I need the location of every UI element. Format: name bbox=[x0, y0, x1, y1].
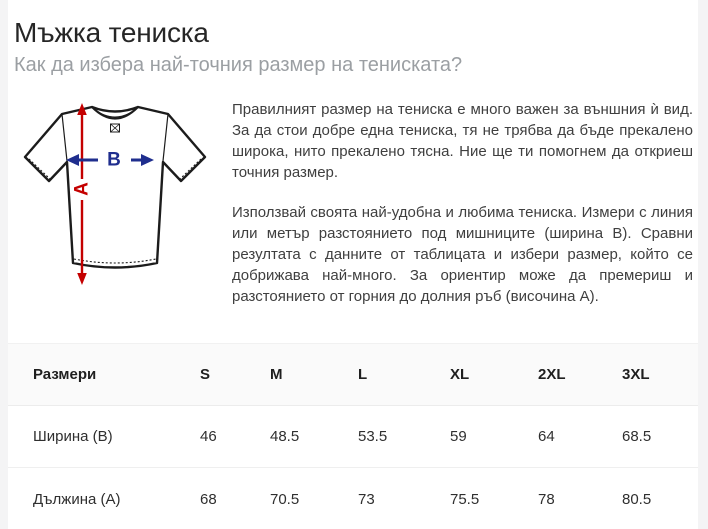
length-value-xl: 75.5 bbox=[450, 490, 480, 508]
column-header-xl: XL bbox=[450, 366, 470, 383]
row-label-length: Дължина (А) bbox=[33, 490, 121, 508]
width-value-s: 46 bbox=[200, 428, 217, 445]
page-title: Мъжка тениска bbox=[14, 17, 209, 48]
width-value-m: 48.5 bbox=[270, 428, 300, 445]
width-value-xl: 59 bbox=[450, 428, 467, 445]
column-header-s: S bbox=[200, 366, 211, 383]
width-value-l: 53.5 bbox=[358, 428, 388, 445]
width-value-3xl: 68.5 bbox=[622, 428, 652, 445]
length-label-a: А bbox=[71, 182, 93, 196]
width-value-2xl: 64 bbox=[538, 428, 555, 445]
tshirt-diagram-icon bbox=[10, 95, 220, 289]
column-header-3xl: 3XL bbox=[622, 366, 650, 383]
guide-paragraph-1: Правилният размер на тениска е много важен за външния ѝ вид. За да стои добре една тениска, тя не трябва да бъде прекалено широка, нито прекалено тясна. Ние ще ти помогнем да откриеш точния размер. bbox=[232, 101, 693, 181]
guide-paragraph-2: Използвай своята най-удобна и любима тениска. Измери с линия или метър разстоянието под мишниците (ширина B). Сравни резултата с данните от таблицата и избери размер, който се добрижава най-много. За ориентир може да премериш и разстоянието от горния до долния ръб (височина А). bbox=[232, 204, 693, 305]
length-value-2xl: 78 bbox=[538, 490, 555, 508]
tshirt-outline bbox=[25, 107, 205, 268]
column-header-l: L bbox=[358, 366, 368, 383]
row-label-width: Ширина (B) bbox=[33, 428, 113, 445]
measuring-guide-section bbox=[8, 95, 698, 307]
tshirt-measurement-diagram bbox=[10, 95, 220, 289]
length-value-l: 73 bbox=[358, 490, 375, 508]
table-row-width bbox=[8, 406, 698, 468]
size-table bbox=[8, 343, 698, 529]
page-header bbox=[8, 0, 698, 78]
size-guide-card bbox=[8, 0, 698, 518]
width-label-b: B bbox=[107, 149, 121, 171]
guide-paragraphs bbox=[232, 99, 693, 307]
size-table-header-row bbox=[8, 344, 698, 406]
column-header-2xl: 2XL bbox=[538, 366, 566, 383]
column-header-m: M bbox=[270, 366, 283, 383]
column-header-sizes: Размери bbox=[33, 366, 97, 383]
length-value-m: 70.5 bbox=[270, 490, 300, 508]
length-value-3xl: 80.5 bbox=[622, 490, 652, 508]
table-row-length bbox=[8, 468, 698, 529]
length-value-s: 68 bbox=[200, 490, 217, 508]
page-subtitle: Как да избера най-точния размер на тениската? bbox=[14, 54, 463, 76]
